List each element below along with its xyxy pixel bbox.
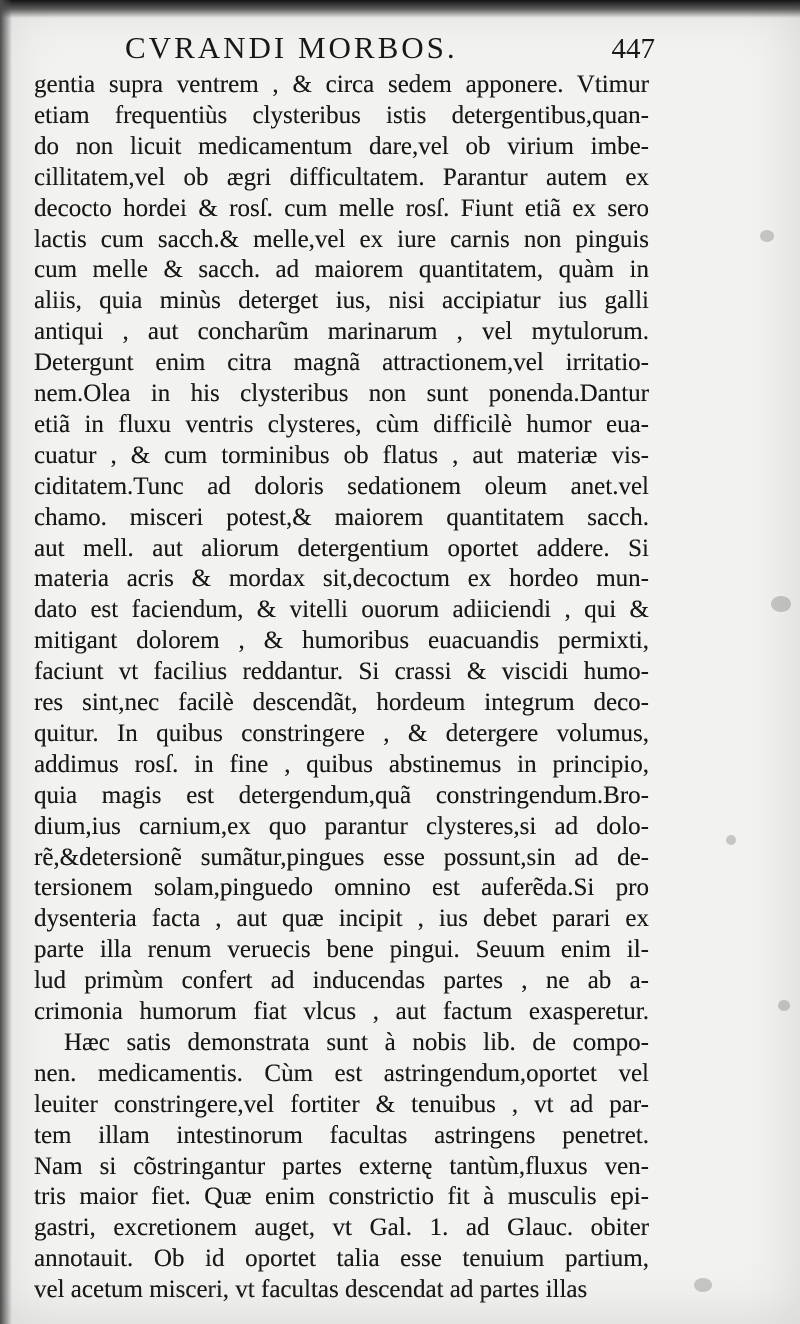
text-line: nen. medicamentis. Cùm est astringendum,oportet vel	[34, 1060, 649, 1087]
text-line: dium,ius carnium,ex quo parantur clysteres,si ad dolo-	[34, 813, 649, 840]
text-line: annotauit. Ob id oportet talia esse tenuium partium,	[34, 1245, 649, 1272]
text-line: do non licuit medicamentum dare,vel ob virium imbe-	[34, 133, 649, 160]
text-line: nem.Olea in his clysteribus non sunt ponenda.Dantur	[34, 380, 649, 407]
text-line: etiam frequentiùs clysteribus istis detergentibus,quan-	[34, 102, 649, 129]
text-line: gastri, excretionem auget, vt Gal. 1. ad Glauc. obiter	[34, 1214, 649, 1241]
text-line: cuatur , & cum torminibus ob flatus , aut materiæ vis-	[34, 442, 649, 469]
text-line: cum melle & sacch. ad maiorem quantitatem, quàm in	[34, 256, 649, 283]
paper-speck	[778, 1000, 790, 1011]
text-line: decocto hordei & rosſ. cum melle rosſ. Fiunt etiã ex sero	[34, 195, 649, 222]
text-line: Hæc satis demonstrata sunt à nobis lib. de compo-	[64, 1029, 649, 1056]
text-line: faciunt vt facilius reddantur. Si crassi & viscidi humo-	[34, 658, 649, 685]
text-line: res sint,nec facilè descendãt, hordeum integrum deco-	[34, 689, 649, 716]
text-line: crimonia humorum fiat vlcus , aut factum exasperetur.	[34, 998, 649, 1025]
text-line: dysenteria facta , aut quæ incipit , ius debet parari ex	[34, 905, 649, 932]
text-line: rẽ,&detersionẽ sumãtur,pingues esse possunt,sin ad de-	[34, 844, 649, 871]
text-line: antiqui , aut concharũm marinarum , vel mytulorum.	[34, 318, 649, 345]
page-top-shadow	[0, 0, 800, 18]
text-line: addimus rosſ. in fine , quibus abstinemus in principio,	[34, 751, 649, 778]
text-line: quitur. In quibus constringere , & detergere volumus,	[34, 720, 649, 747]
text-line: chamo. misceri potest,& maiorem quantitatem sacch.	[34, 504, 649, 531]
text-line: Nam si cõstringantur partes externę tantùm,fluxus ven-	[34, 1153, 649, 1180]
text-line: tris maior fiet. Quæ enim constrictio fit à musculis epi-	[34, 1183, 649, 1210]
text-line: Detergunt enim citra magnã attractionem,vel irritatio-	[34, 349, 649, 376]
text-line: aliis, quia minùs deterget ius, nisi accipiatur ius galli	[34, 287, 649, 314]
text-line: mitigant dolorem , & humoribus euacuandis permixti,	[34, 627, 649, 654]
text-line: materia acris & mordax sit,decoctum ex hordeo mun-	[34, 565, 649, 592]
text-line: parte illa renum veruecis bene pingui. Seuum enim il-	[34, 936, 649, 963]
text-line: leuiter constringere,vel fortiter & tenuibus , vt ad par-	[34, 1091, 649, 1118]
page-gutter-shadow	[0, 0, 12, 1324]
text-line: gentia supra ventrem , & circa sedem apponere. Vtimur	[34, 71, 649, 98]
page-number: 447	[611, 33, 655, 65]
text-line: vel acetum misceri, vt facultas descendat ad partes illas	[34, 1276, 588, 1303]
text-line: lactis cum sacch.& melle,vel ex iure carnis non pinguis	[34, 226, 649, 253]
text-line: etiã in fluxu ventris clysteres, cùm difficilè humor eua-	[34, 411, 649, 438]
body-text	[34, 70, 649, 1324]
text-line: tem illam intestinorum facultas astringens penetret.	[34, 1122, 649, 1149]
paper-speck	[694, 1278, 712, 1292]
paper-speck	[771, 596, 791, 612]
text-line: ciditatem.Tunc ad doloris sedationem oleum anet.vel	[34, 473, 649, 500]
text-line: dato est faciendum, & vitelli ouorum adiiciendi , qui &	[34, 596, 649, 623]
text-line: aut mell. aut aliorum detergentium oportet addere. Si	[34, 535, 649, 562]
text-line: cillitatem,vel ob ægri difficultatem. Parantur autem ex	[34, 164, 649, 191]
text-line: quia magis est detergendum,quã constringendum.Bro-	[34, 782, 649, 809]
paper-speck	[726, 835, 736, 845]
paper-speck	[760, 230, 774, 242]
text-line: tersionem solam,pinguedo omnino est auferẽda.Si pro	[34, 874, 649, 901]
text-line: lud primùm confert ad inducendas partes , ne ab a-	[34, 967, 649, 994]
running-head: CVRANDI MORBOS.	[125, 30, 458, 65]
